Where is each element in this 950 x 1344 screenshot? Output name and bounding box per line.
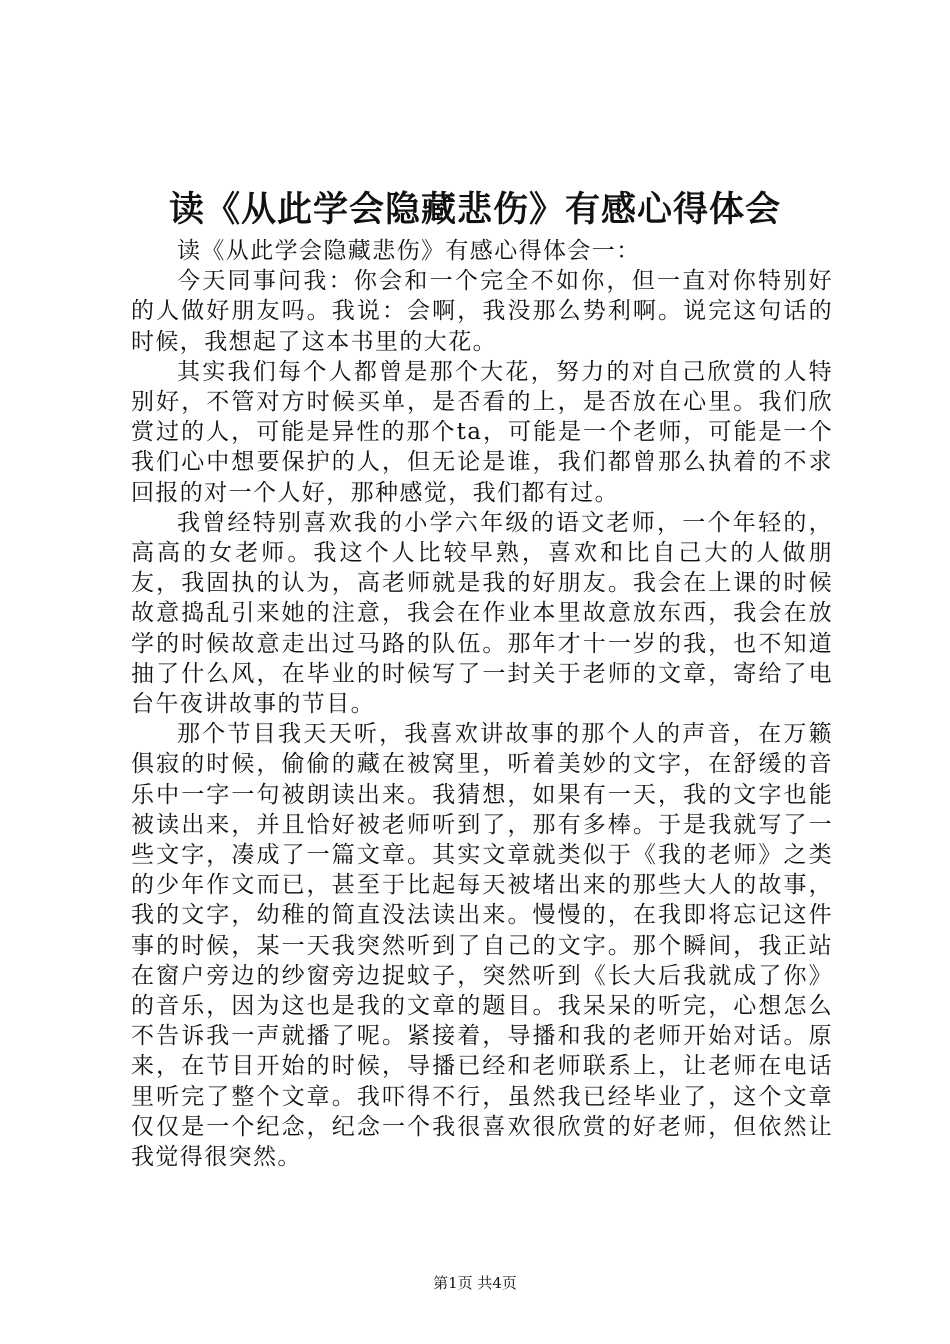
paragraph-4: 那个节目我天天听，我喜欢讲故事的那个人的声音，在万籁俱寂的时候，偷偷的藏在被窝里，听着美妙的文字，在舒缓的音乐中一字一句被朗读出来。我猜想，如果有一天，我的文字也能被读出来，并且恰好被老师听到了，那有多棒。于是我就写了一些文字，凑成了一篇文章。其实文章就类似于《我的老师》之类的少年作文而已，甚至于比起每天被堵出来的那些大人的故事，我的文字，幼稚的简直没法读出来。慢慢的，在我即将忘记这件事的时候，某一天我突然听到了自己的文字。那个瞬间，我正站在窗户旁边的纱窗旁边捉蚊子，突然听到《长大后我就成了你》的音乐，因为这也是我的文章的题目。我呆呆的听完，心想怎么不告诉我一声就播了呢。紧接着，导播和我的老师开始对话。原来，在节目开始的时候，导播已经和老师联系上，让老师在电话里听完了整个文章。我吓得不行，虽然我已经毕业了，这个文章仅仅是一个纪念，纪念一个我很喜欢很欣赏的好老师，但依然让我觉得很突然。: [131, 721, 833, 1171]
page-number-footer: 第1页 共4页: [433, 1274, 517, 1292]
paragraph-3: 我曾经特别喜欢我的小学六年级的语文老师，一个年轻的，高高的女老师。我这个人比较早熟，喜欢和比自己大的人做朋友，我固执的认为，高老师就是我的好朋友。我会在上课的时候故意捣乱引来她的注意，我会在作业本里故意放东西，我会在放学的时候故意走出过马路的队伍。那年才十一岁的我，也不知道抽了什么风，在毕业的时候写了一封关于老师的文章，寄给了电台午夜讲故事的节目。: [131, 509, 833, 718]
section-heading: 读《从此学会隐藏悲伤》有感心得体会一：: [177, 238, 641, 264]
page-title: 读《从此学会隐藏悲伤》有感心得体会: [168, 189, 781, 230]
paragraph-2: 其实我们每个人都曾是那个大花，努力的对自己欣赏的人特别好，不管对方时候买单，是否看的上，是否放在心里。我们欣赏过的人，可能是异性的那个ta，可能是一个老师，可能是一个我们心中想要保护的人，但无论是谁，我们都曾那么执着的不求回报的对一个人好，那种感觉，我们都有过。: [131, 358, 833, 506]
paragraph-1: 今天同事问我：你会和一个完全不如你，但一直对你特别好的人做好朋友吗。我说：会啊，我没那么势利啊。说完这句话的时候，我想起了这本书里的大花。: [131, 268, 833, 355]
article-body: [131, 236, 833, 1172]
